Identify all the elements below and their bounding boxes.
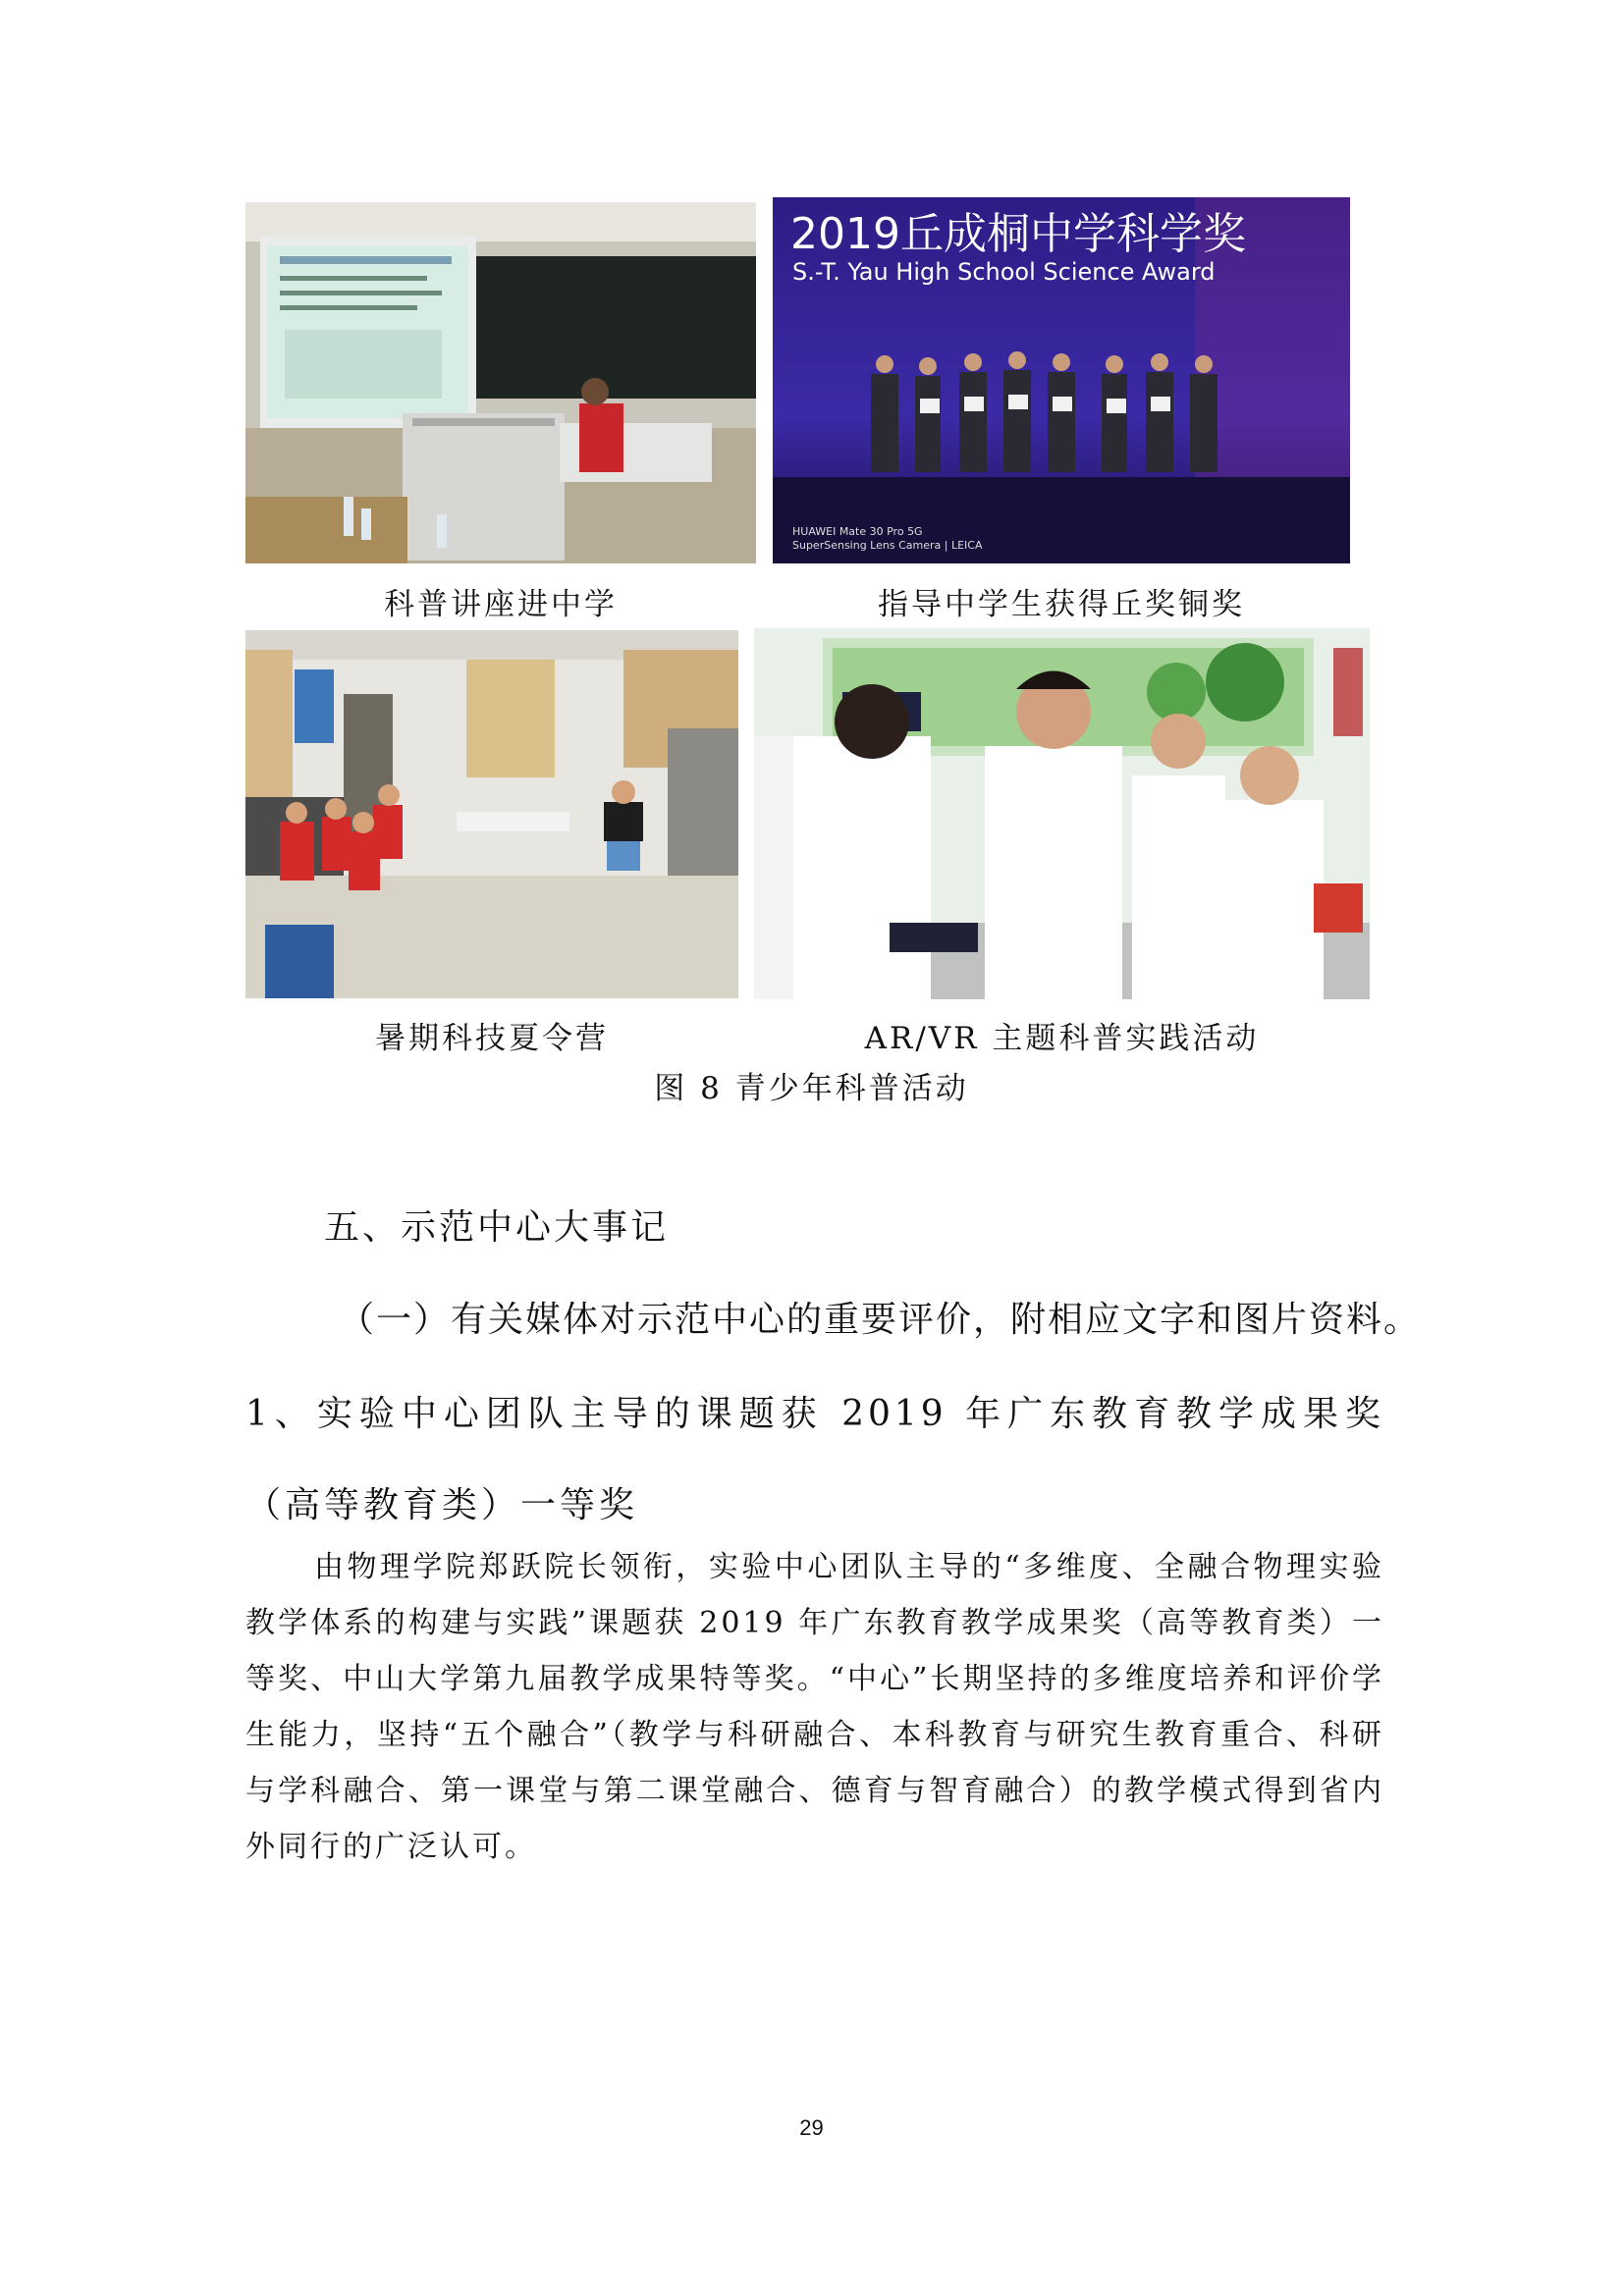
camera-watermark-line1: HUAWEI Mate 30 Pro 5G (792, 525, 923, 538)
photo-award-ceremony (773, 197, 1350, 563)
caption-ar-vr: AR/VR 主题科普实践活动 (864, 1021, 1260, 1056)
body-paragraph: 由物理学院郑跃院长领衔，实验中心团队主导的“多维度、全融合物理实验教学体系的构建与实践”课题获 2019 年广东教育教学成果奖（高等教育类）一等奖、中山大学第九届教学成果特等奖。“中心”长期坚持的多维度培养和评价学生能力，坚持“五个融合”（教学与科研融合、本科教育与研究生教育重合、科研与学科融合、第一课堂与第二课堂融合、德育与智育融合）的教学模式得到省内外同行的广泛认可。 (245, 1550, 1384, 1864)
photo-lecture (245, 202, 756, 563)
item-title: 1、实验中心团队主导的课题获 2019 年广东教育教学成果奖（高等教育类）一等奖 (245, 1394, 1384, 1525)
caption-lecture: 科普讲座进中学 (384, 587, 618, 622)
caption-summer-camp: 暑期科技夏令营 (375, 1021, 609, 1056)
banner-subtitle: S.-T. Yau High School Science Award (792, 258, 1216, 286)
camera-watermark-line2: SuperSensing Lens Camera | LEICA (792, 539, 983, 552)
photo-ar-vr (754, 628, 1370, 999)
photo-summer-camp (245, 630, 738, 998)
section-subheading: （一）有关媒体对示范中心的重要评价，附相应文字和图片资料。 (339, 1300, 1422, 1340)
section-heading: 五、示范中心大事记 (324, 1207, 670, 1248)
page-number: 29 (799, 2115, 824, 2140)
banner-title: 2019丘成桐中学科学奖 (790, 209, 1246, 259)
caption-award: 指导中学生获得丘奖铜奖 (878, 587, 1245, 622)
figure-title: 图 8 青少年科普活动 (654, 1071, 969, 1106)
